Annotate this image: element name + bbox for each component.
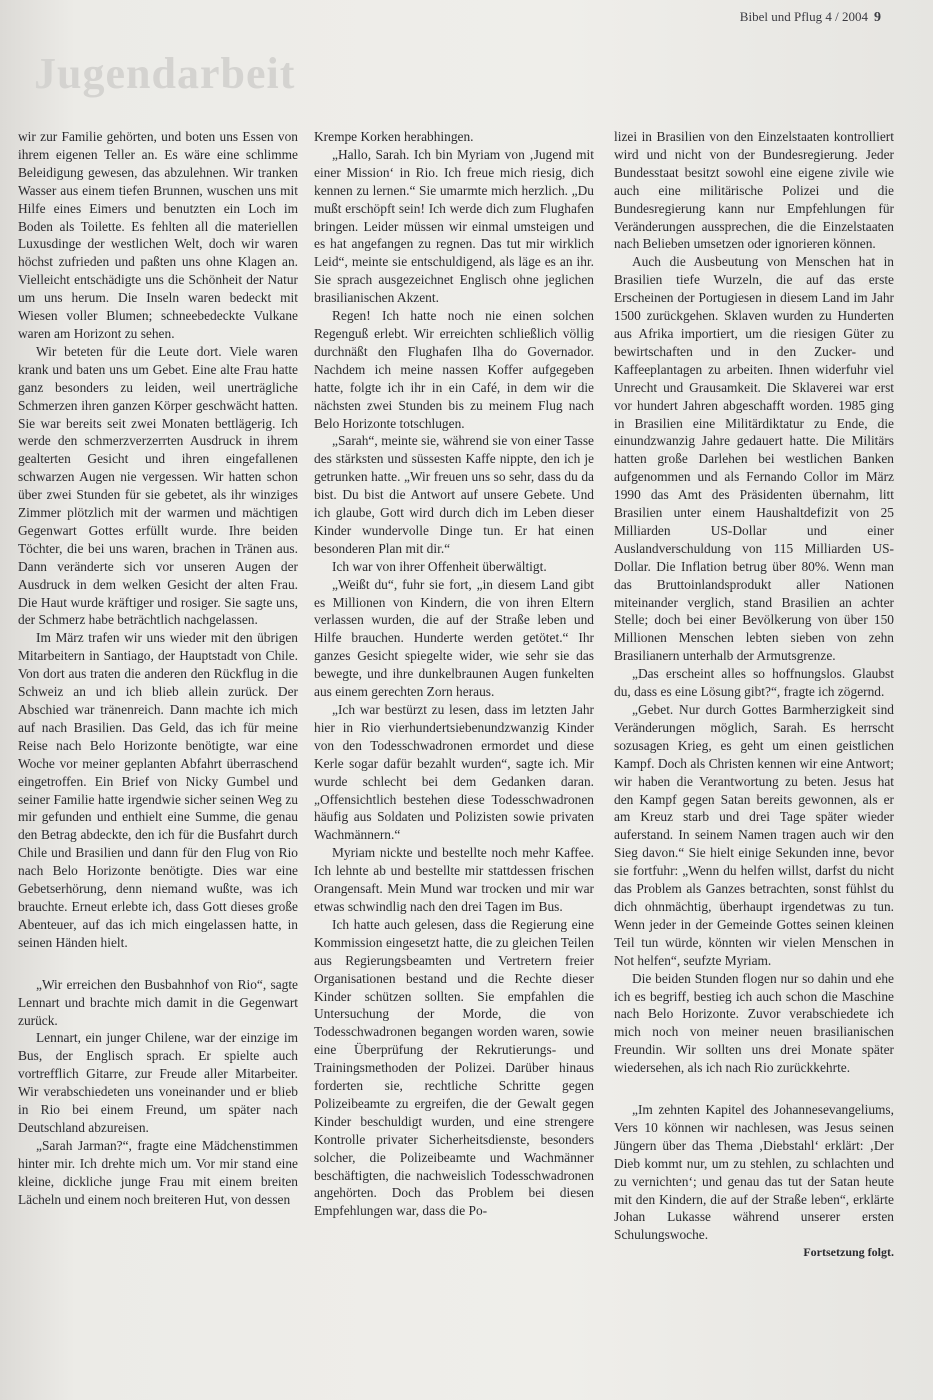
paragraph: Myriam nickte und bestellte noch mehr Kaffee. Ich lehnte ab und bestellte mir stattdessen frischen Orangensaft. Mein Mund war trocken und mir war etwas schwindlig nach den drei Tagen im Bus.	[314, 845, 594, 914]
text-column-3	[614, 128, 894, 1262]
section-title-faded: Jugendarbeit	[34, 49, 296, 98]
publication-name: Bibel und Pflug 4 / 2004	[739, 9, 868, 24]
paragraph: „Hallo, Sarah. Ich bin Myriam von ‚Jugend mit einer Mission‘ in Rio. Ich freue mich riesig, dich kennen zu lernen.“ Sie umarmte mich herzlich. „Du mußt erschöpft sein! Ich werde dich zum Flughafen bringen. Leider müssen wir einmal umsteigen und es hat angefangen zu regnen. Das tut mir wirklich Leid“, meinte sie entschuldigend, als läge es an ihr. Sie sprach ausgezeichnet Englisch ohne jeglichen brasilianischen Akzent.	[314, 146, 594, 306]
paragraph: „Ich war bestürzt zu lesen, dass im letzten Jahr hier in Rio vierhundertsiebenundzwanzig Kinder von den Todesschwadronen ermordet und diese Kerle sogar dafür bezahlt wurden“, sagte ich. Mir wurde schlecht bei dem Gedanken daran. „Offensichtlich bestehen diese Todesschwadronen häufig aus Soldaten und Polizisten sowie privaten Wachmännern.“	[314, 702, 594, 843]
paragraph: „Das erscheint alles so hoffnungslos. Glaubst du, dass es eine Lösung gibt?“, fragte ich zögernd.	[614, 666, 894, 700]
paragraph: Auch die Ausbeutung von Menschen hat in Brasilien tiefe Wurzeln, die auf das erste Erscheinen der Portugiesen in diesem Land im Jahr 1500 zurückgehen. Sklaven wurden zu Hunderten aus Afrika importiert, um die riesigen Güter zu bewirtschaften und in den Zucker- und Kaffeeplantagen zu arbeiten. Ihnen widerfuhr viel Unrecht und Grausamkeit. Die Sklaverei war erst vor hundert Jahren abgeschafft worden. 1985 ging in Brasilien eine Militärdiktatur zu Ende, die einundzwanzig Jahre gedauert hatte. Die Militärs hatten große Darlehen bei westlichen Banken aufgenommen und als Fernando Collor im März 1990 das Amt des Präsidenten übernahm, litt Brasilien unter einem Haushaltdefizit von 25 Milliarden US-Dollar und einer Auslandverschuldung von 115 Milliarden US-Dollar. Die Inflation betrug über 80%. Wenn man das Bruttoinlandsprodukt aller Nationen miteinander verglich, stand Brasilien an achter Stelle; doch bei einer Bevölkerung von über 150 Millionen Menschen lebten sieben von zehn Brasilianern unterhalb der Armutsgrenze.	[614, 254, 894, 664]
paragraph: „Sarah Jarman?“, fragte eine Mädchenstimmen hinter mir. Ich drehte mich um. Vor mir stand eine kleine, dickliche junge Frau mit einem breiten Lächeln und einem noch breiteren Hut, von dessen	[18, 1137, 298, 1207]
paragraph: „Gebet. Nur durch Gottes Barmherzigkeit sind Veränderungen möglich, Sarah. Es herrscht sozusagen Krieg, es geht um einen geistlichen Kampf. Doch als Christen kennen wir eine Antwort; wir haben die Verantwortung zu beten. Jesus hat den Kampf gegen Satan bereits gewonnen, als er am Kreuz starb und drei Tage später wieder auferstand. In seinem Namen tragen auch wir den Sieg davon.“ Sie hielt einige Sekunden inne, bevor sie fortfuhr: „Wenn du helfen willst, darfst du nicht das Problem als Ganzes betrachten, sonst fühlst du dich ohnmächtig, überhaupt irgendetwas zu tun. Wenn jeder in der Gemeinde Gottes seinen kleinen Teil tun würde, könnten wir vielen Menschen in Not helfen“, seufzte Myriam.	[614, 702, 894, 968]
paragraph: wir zur Familie gehörten, und boten uns Essen von ihrem eigenen Teller an. Es wäre eine schlimme Beleidigung gewesen, das abzulehnen. Wir tranken Wasser aus einem tiefen Brunnen, wuschen uns mit Hilfe eines Eimers und benutzten ein Loch im Boden als Toilette. Es fehlten all die materiellen Luxusdinge der westlichen Welt, doch wir waren höchst zufrieden und paßten uns ohne Klagen an. Vielleicht entschädigte uns die Schönheit der Natur um uns herum. Die Inseln waren bedeckt mit Wiesen voller Blumen; schneebedeckte Vulkane waren am Horizont zu sehen.	[18, 129, 298, 341]
paragraph: Ich war von ihrer Offenheit überwältigt.	[332, 558, 547, 574]
paragraph: Die beiden Stunden flogen nur so dahin und ehe ich es begriff, bestieg ich auch schon die Maschine nach Belo Horizonte. Zuvor verabschiedete ich mich noch von meiner neuen brasilianischen Freundin. Wir sollten uns drei Monate später wiedersehen, als ich nach Rio zurückkehrte.	[614, 970, 894, 1076]
paragraph: Ich hatte auch gelesen, dass die Regierung eine Kommission eingesetzt hatte, die zu gleichen Teilen aus Regierungsbeamten und Vertretern freier Organisationen bestand und die Rechte dieser Kinder schützen sollten. Sie empfahlen die Untersuchung der Morde, die von Todesschwadronen begangen worden waren, sowie eine Überprüfung der Rekrutierungs- und Trainingsmethoden der Polizei. Darüber hinaus forderten sie, rechtliche Schritte gegen Polizeibeamte zu ergreifen, die der Gewalt gegen Kinder beschuldigt wurden, und eine strengere Kontrolle privater Sicherheitsdienste, besonders solcher, die Polizeibeamte und Wachmänner beschäftigten, die nachweislich Todesschwadronen angehörten. Doch das Problem bei diesen Empfehlungen war, dass die Po-	[314, 916, 594, 1219]
continued-note: Fortsetzung folgt.	[803, 1245, 894, 1260]
paragraph: „Wir erreichen den Busbahnhof von Rio“, sagte Lennart und brachte mich damit in die Gegenwart zurück.	[18, 976, 298, 1028]
paragraph: „Im zehnten Kapitel des Johannesevangeliums, Vers 10 können wir nachlesen, was Jesus seinen Jüngern über das Thema ‚Diebstahl‘ erklärt: ‚Der Dieb kommt nur, um zu stehlen, zu schlachten und zu vernichten‘; und genau das tut der Satan heute mit den Kindern, die auf der Straße leben“, erklärte Johan Lukasse während unserer ersten Schulungswoche.	[614, 1102, 894, 1243]
text-column-1	[18, 128, 298, 1208]
paragraph: Im März trafen wir uns wieder mit den übrigen Mitarbeitern in Santiago, der Hauptstadt von Chile. Von dort aus traten die anderen den Rückflug in die Schweiz an und ich blieb allein zurück. Der Abschied war tränenreich. Dann machte ich mich auf nach Brasilien. Das Geld, das ich für meine Reise nach Belo Horizonte benötigte, war eine Woche vor meiner geplanten Abfahrt überraschend eingetroffen. Ein Brief von Nicky Gumbel und seiner Familie hatte irgendwie sicher seinen Weg zu mir gefunden und enthielt eine Summe, die genau den Betrag abdeckte, den ich für die Busfahrt durch Chile und Brasilien und dann für den Flug von Rio nach Belo Horizonte benötigte. Dies war eine Gebetserhörung, denn niemand wußte, was ich brauchte. Erneut erlebte ich, dass Gott dieses große Abenteuer, auf das ich mich eingelassen hatte, in seinen Händen hielt.	[18, 630, 298, 950]
page-number: 9	[874, 10, 881, 25]
page-header	[740, 9, 881, 26]
paragraph: lizei in Brasilien von den Einzelstaaten kontrolliert wird und nicht von der Bundesregierung. Jeder Bundesstaat besitzt sowohl eine eigene zivile wie auch eine militärische Polizei und die Bundesregierung kann nur Empfehlungen für Veränderungen aussprechen, die die Einzelstaaten nach Belieben umsetzen oder ignorieren können.	[614, 129, 894, 252]
paragraph: Regen! Ich hatte noch nie einen solchen Regenguß erlebt. Wir erreichten schließlich völlig durchnäßt den Flughafen Ilha do Governador. Nachdem ich meine nassen Koffer aufgegeben hatte, folgte ich ihr in ein Café, in dem wir die nächsten zwei Stunden bis zu meinem Flug nach Belo Horizonte totschlugen.	[314, 308, 594, 431]
paragraph: Krempe Korken herabhingen.	[314, 129, 474, 144]
text-column-2	[314, 128, 594, 1220]
paragraph: Lennart, ein junger Chilene, war der einzige im Bus, der Englisch sprach. Er spielte auch vortrefflich Gitarre, zur Freude aller Mitarbeiter. Wir verabschiedeten uns voneinander und er blieb in Rio bei einem Freund, um später nach Deutschland abzureisen.	[18, 1030, 298, 1135]
paragraph: „Sarah“, meinte sie, während sie von einer Tasse des stärksten und süssesten Kaffe nippte, den ich je getrunken hatte. „Wir freuen uns so sehr, dass du da bist. Du bist die Antwort auf unsere Gebete. Und ich glaube, Gott wird durch dich im Leben dieser Kinder wundervolle Dinge tun. Er hat einen besonderen Plan mit dir.“	[314, 433, 594, 556]
paragraph: „Weißt du“, fuhr sie fort, „in diesem Land gibt es Millionen von Kindern, die von ihren Eltern verlassen wurden, die auf der Straße leben und Hilfe brauchen. Hunderte werden getötet.“ Ihr ganzes Gesicht spiegelte wider, wie sehr sie das bewegte, und ihre dunkelbraunen Augen funkelten aus einem gerechten Zorn heraus.	[314, 576, 594, 700]
paragraph: Wir beteten für die Leute dort. Viele waren krank und baten uns um Gebet. Eine alte Frau hatte ganz besonders zu leiden, weil unerträgliche Schmerzen ihren ganzen Körper geschwächt hatten. Sie war bereits seit zwei Monaten bettlägerig. Ich werde den schmerzverzerrten Ausdruck in ihrem gealterten Gesicht und ihren eingefallenen schwarzen Augen nie vergessen. Wir hatten schon über zwei Stunden für sie gebetet, als ihr winziges Zimmer plötzlich mit der warmen und mächtigen Gegenwart Gottes erfüllt wurde. Ihre beiden Töchter, die bei uns waren, brachen in Tränen aus. Dann veränderte sich vor unseren Augen der Ausdruck in dem welken Gesicht der alten Frau. Die Haut wurde kräftiger und rosiger. Sie sagte uns, der Schmerz habe beträchtlich nachgelassen.	[18, 343, 298, 628]
